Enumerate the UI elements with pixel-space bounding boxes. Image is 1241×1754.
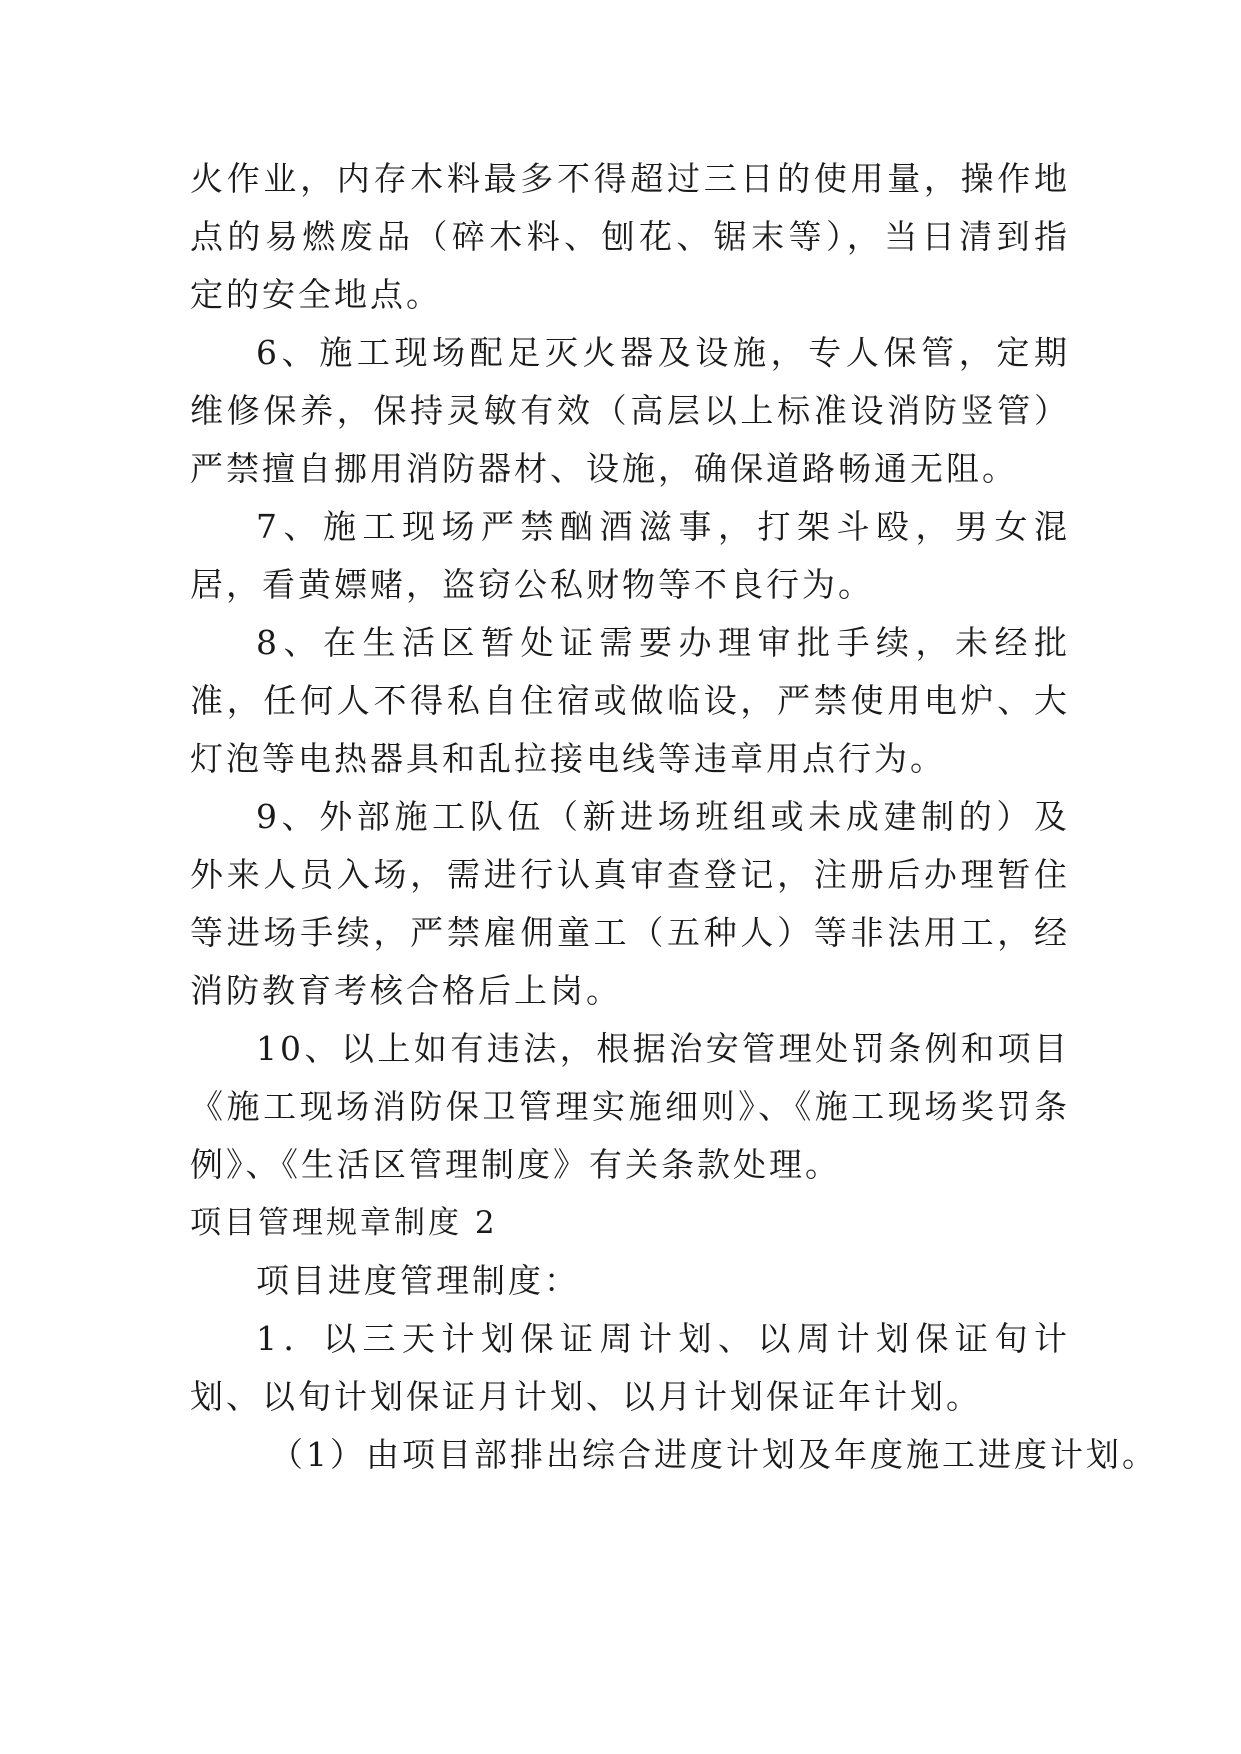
section-subtitle: 项目进度管理制度： xyxy=(256,1261,580,1300)
paragraph-continuation: 火作业，内存木料最多不得超过三日的使用量，操作地点的易燃废品（碎木料、刨花、锯末等），当日清到指定的安全地点。 xyxy=(190,159,1070,314)
paragraph-item-7: 7、施工现场严禁酗酒滋事，打架斗殴，男女混居，看黄嫖赌，盗窃公私财物等不良行为。 xyxy=(190,507,1070,604)
paragraph-item-1-1: （1）由项目部排出综合进度计划及年度施工进度计划。 xyxy=(270,1435,1158,1474)
paragraph-item-9: 9、外部施工队伍（新进场班组或未成建制的）及外来人员入场，需进行认真审查登记，注册后办理暂住等进场手续，严禁雇佣童工（五种人）等非法用工，经消防教育考核合格后上岗。 xyxy=(190,797,1070,1010)
paragraph-item-6: 6、施工现场配足灭火器及设施，专人保管，定期维修保养，保持灵敏有效（高层以上标准设消防竖管）严禁擅自挪用消防器材、设施，确保道路畅通无阻。 xyxy=(190,333,1070,488)
paragraph-item-8: 8、在生活区暂处证需要办理审批手续，未经批准，任何人不得私自住宿或做临设，严禁使用电炉、大灯泡等电热器具和乱拉接电线等违章用点行为。 xyxy=(190,623,1070,778)
section-title: 项目管理规章制度 2 xyxy=(190,1205,498,1241)
paragraph-item-10: 10、以上如有违法，根据治安管理处罚条例和项目《施工现场消防保卫管理实施细则》、《施工现场奖罚条例》、《生活区管理制度》有关条款处理。 xyxy=(190,1029,1070,1184)
document-page xyxy=(190,150,1158,1484)
paragraph-item-1: 1．以三天计划保证周计划、以周计划保证旬计划、以旬计划保证月计划、以月计划保证年计划。 xyxy=(190,1319,1070,1416)
